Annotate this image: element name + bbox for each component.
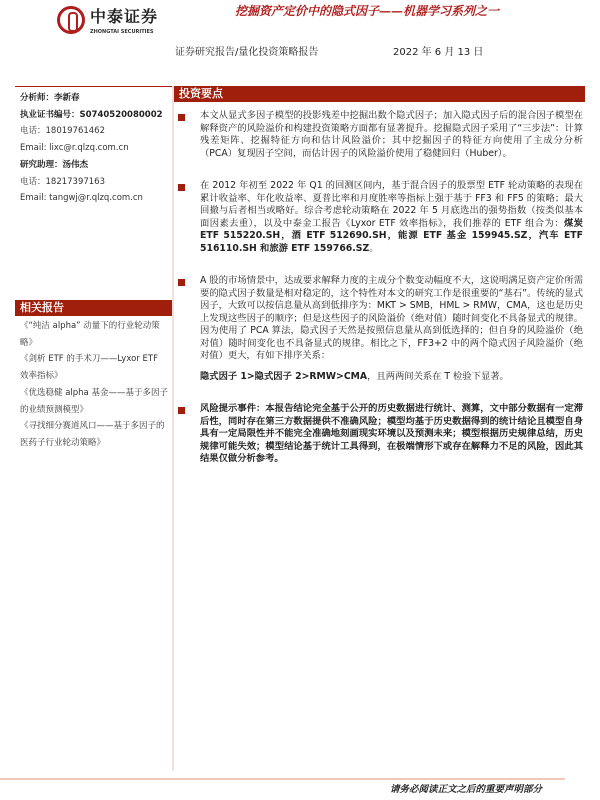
bullet-icon bbox=[178, 184, 185, 191]
footer-divider bbox=[0, 778, 565, 780]
bullet-icon bbox=[178, 279, 185, 286]
assistant-email[interactable]: Email: tangwj@r.qlzq.com.cn bbox=[20, 193, 143, 204]
highlight-item bbox=[178, 403, 583, 466]
related-report-link[interactable]: 《优选稳健 alpha 基金——基于多因子的业绩预测模型》 bbox=[20, 387, 168, 415]
investment-highlights-heading: 投资要点 bbox=[174, 86, 585, 102]
bullet-icon bbox=[178, 407, 185, 414]
related-report-link[interactable]: 《寻找细分赛道风口——基于多因子的医药子行业轮动策略》 bbox=[20, 421, 165, 448]
report-type: 证券研究报告/量化投资策略报告 bbox=[175, 47, 319, 58]
related-report-link[interactable]: 《剑析 ETF 的手术刀——Lyxor ETF 效率指标》 bbox=[20, 354, 158, 382]
sidebar-divider bbox=[15, 86, 172, 87]
factor-ranking: 隐式因子 1>隐式因子 2>RMW>CMA，且两两间关系在 T 检验下显著。 bbox=[200, 370, 509, 382]
footer-disclaimer: 请务必阅读正文之后的重要声明部分 bbox=[390, 784, 543, 795]
report-title: 挖掘资产定价中的隐式因子——机器学习系列之一 bbox=[235, 4, 500, 18]
analyst: 分析师：李新春 bbox=[20, 93, 80, 103]
bullet-icon bbox=[178, 114, 185, 121]
related-reports-heading: 相关报告 bbox=[15, 300, 172, 316]
highlight-item bbox=[178, 180, 583, 255]
highlight-item bbox=[178, 110, 583, 160]
risk-warning: 风险提示事件：本报告结论完全基于公开的历史数据进行统计、测算，文中部分数据有一定滞后性，同时存在第三方数据提供不准确风险；模型均基于历史数据得到的统计结论且模型自身具有一定局限性并不能完全准确地刻画现实环境以及预测未来；模型根据历史规律总结，历史规律可能失效；模型结论基于统计工具得到，在极端情形下或存在解释力不足的风险，因此其结果仅做分析参考。 bbox=[200, 403, 583, 464]
logo-mark-icon bbox=[57, 6, 85, 34]
logo-text-en: ZHONGTAI SECURITIES bbox=[90, 29, 154, 35]
analyst-email[interactable]: Email: lixc@r.qlzq.com.cn bbox=[20, 143, 129, 154]
highlight-paragraph: 在 2012 年初至 2022 年 Q1 的回测区间内，基于混合因子的股票型 ETF 轮动策略的表现在累计收益率、年化收益率、夏普比率和月度胜率等指标上强于基于 FF3 和 FF5 的策略；最大回撤与后者相当或略好。综合考虑轮动策略在 2022 年 5 月底选出的强势指数（按类似基本面因素去重），以及中泰金工报告《Lyxor ETF 效率指标》，我们推荐的 ETF 组合为：煤炭 ETF 515220.SH，酒 ETF 512690.SH，能源 ETF 基金 159945.SZ，汽车 ETF 516110.SH 和旅游 ETF 159766.SZ。 bbox=[200, 180, 583, 254]
assistant-phone: 电话：18217397163 bbox=[20, 176, 106, 187]
company-logo bbox=[57, 6, 177, 38]
investment-highlights bbox=[178, 110, 583, 486]
logo-text-cn: 中泰证券 bbox=[90, 7, 159, 26]
related-report-link[interactable]: 《“纯洁 alpha” 动量下的行业轮动策略》 bbox=[20, 321, 160, 348]
highlight-item bbox=[178, 275, 583, 383]
license-number: 执业证书编号：S0740520080002 bbox=[20, 109, 163, 120]
analyst-info bbox=[20, 90, 170, 207]
report-date: 2022 年 6 月 13 日 bbox=[393, 47, 484, 58]
assistant: 研究助理：汤伟杰 bbox=[20, 159, 89, 170]
highlight-paragraph: 本文从显式多因子模型的投影残差中挖掘出数个隐式因子；加入隐式因子后的混合因子模型在解释资产的风险溢价和构建投资策略方面都有显著提升。挖掘隐式因子采用了“三步法”：计算残差矩阵、挖掘特征方向和估计风险溢价；其中挖掘因子的特征方向使用了主成分分析（PCA）复现因子空间，而估计因子的风险溢价使用了稳健回归（Huber）。 bbox=[200, 110, 583, 159]
analyst-phone: 电话：18019761462 bbox=[20, 126, 106, 137]
related-report-list bbox=[20, 318, 168, 452]
highlight-paragraph: A 股的市场情景中，达成要求解释力度的主成分个数变动幅度不大，这说明满足资产定价所需要的隐式因子数量是相对稳定的，这个特性对本文的研究工作是很重要的“基石”。传统的显式因子，大致可以按信息量从高到低排序为：MKT > SMB，HML > RMW，CMA，这也是历史上发现这些因子的顺序；但是这些因子的风险溢价（绝对值）随时间变化不具备显式的规律。因为使用了 PCA 算法，隐式因子天然是按照信息量从高到低选择的；但自身的风险溢价（绝对值）随时间变化也不具备显式的规律。相比之下，FF3+2 中的两个隐式因子风险溢价（绝对值）更大，有如下排序关系： bbox=[200, 275, 583, 361]
column-divider bbox=[172, 86, 174, 771]
